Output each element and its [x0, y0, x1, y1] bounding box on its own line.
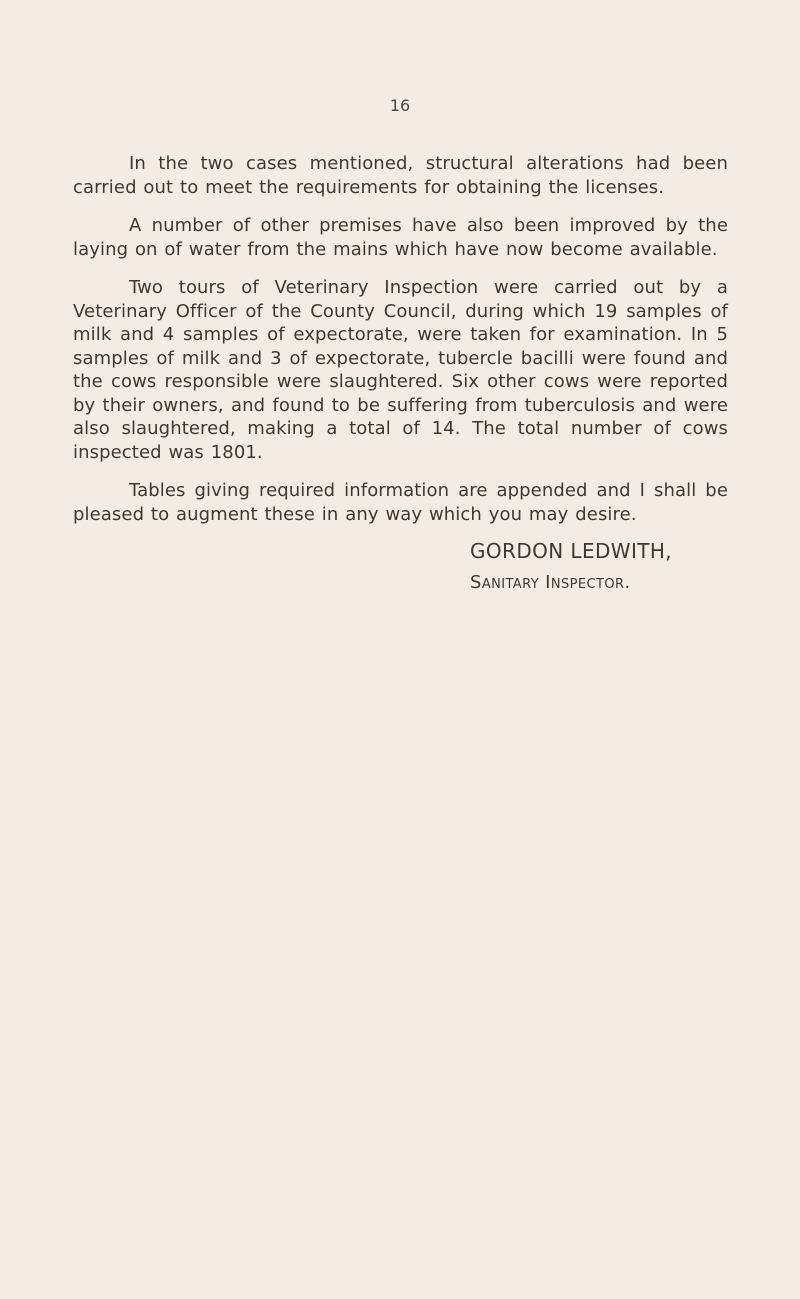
- signature-block: [470, 536, 770, 598]
- paragraph-veterinary-inspection: Two tours of Veterinary Inspection were carried out by a Veterinary Officer of the County Council, during which 19 samples of milk and 4 samples of expectorate, were taken for examination. In 5 samples of milk and 3 of expectorate, tubercle bacilli were found and the cows responsible were slaughtered. Six other cows were reported by their owners, and found to be suffering from tuberculosis and were also slaughtered, making a total of 14. The total number of cows inspected was 1801.: [73, 277, 728, 463]
- signatory-title: Sanitary Inspector.: [470, 572, 631, 593]
- paragraph-licenses: In the two cases mentioned, structural alterations had been carried out to meet the requirements for obtaining the licenses.: [73, 153, 728, 198]
- paragraph-tables: Tables giving required information are appended and I shall be pleased to augment these in any way which you may desire.: [73, 480, 728, 525]
- page-number: 16: [389, 96, 411, 115]
- signatory-name: GORDON LEDWITH,: [470, 539, 673, 563]
- report-body: [73, 152, 728, 541]
- paragraph-water-mains: A number of other premises have also been improved by the laying on of water from the mains which have now become available.: [73, 215, 728, 260]
